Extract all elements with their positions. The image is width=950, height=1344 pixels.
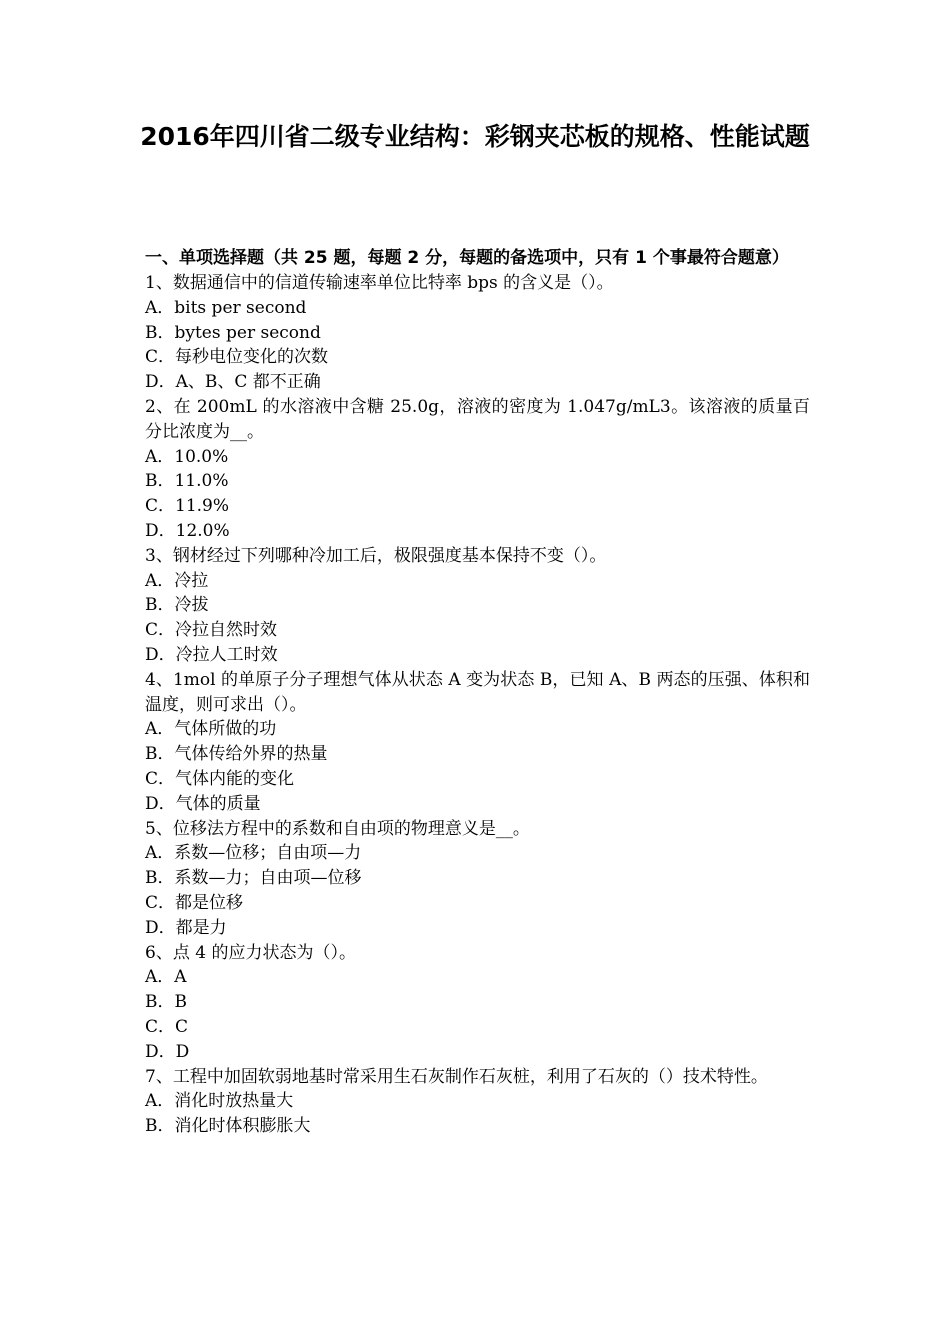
option-c: C．气体内能的变化 bbox=[145, 768, 295, 789]
option-a: A．bits per second bbox=[145, 297, 307, 318]
option-b: B．B bbox=[145, 992, 187, 1013]
section-heading: 一、单项选择题（共 25 题，每题 2 分，每题的备选项中，只有 1 个事最符合题意） bbox=[145, 248, 789, 268]
option-a: A．冷拉 bbox=[145, 570, 209, 591]
option-a: A．系数—位移；自由项—力 bbox=[145, 843, 362, 864]
option-b: B．11.0% bbox=[145, 471, 229, 492]
option-c: C．11.9% bbox=[145, 496, 230, 517]
option-d: D．12.0% bbox=[145, 520, 230, 541]
option-a: A．消化时放热量大 bbox=[145, 1091, 294, 1112]
option-a: A．10.0% bbox=[145, 446, 229, 467]
question-stem: 1、数据通信中的信道传输速率单位比特率 bps 的含义是（）。 bbox=[145, 273, 614, 293]
option-b: B．冷拔 bbox=[145, 595, 209, 616]
option-a: A．A bbox=[145, 967, 187, 988]
option-d: D．D bbox=[145, 1041, 190, 1062]
option-d: D．气体的质量 bbox=[145, 793, 261, 814]
question-stem: 5、位移法方程中的系数和自由项的物理意义是__。 bbox=[145, 818, 530, 839]
question-stem: 2、在 200mL 的水溶液中含糖 25.0g，溶液的密度为 1.047g/mL3。该溶液的质量百分比浓度为__。 bbox=[145, 396, 810, 442]
document-title: 2016年四川省二级专业结构：彩钢夹芯板的规格、性能试题 bbox=[140, 122, 810, 151]
option-d: D．A、B、C 都不正确 bbox=[145, 372, 321, 393]
option-b: B．bytes per second bbox=[145, 322, 321, 343]
question-7 bbox=[145, 1065, 810, 1139]
question-4 bbox=[145, 668, 810, 817]
question-stem: 4、1mol 的单原子分子理想气体从状态 A 变为状态 B，已知 A、B 两态的压强、体积和温度，则可求出（）。 bbox=[145, 669, 810, 715]
option-b: B．气体传给外界的热量 bbox=[145, 744, 328, 765]
option-c: C．C bbox=[145, 1016, 189, 1037]
question-5 bbox=[145, 817, 810, 941]
option-c: C．冷拉自然时效 bbox=[145, 620, 278, 641]
question-stem: 7、工程中加固软弱地基时常采用生石灰制作石灰桩，利用了石灰的（）技术特性。 bbox=[145, 1066, 768, 1087]
question-2 bbox=[145, 395, 810, 544]
question-stem: 3、钢材经过下列哪种冷加工后，极限强度基本保持不变（）。 bbox=[145, 545, 607, 566]
option-b: B．系数—力；自由项—位移 bbox=[145, 868, 362, 889]
option-c: C．每秒电位变化的次数 bbox=[145, 347, 329, 368]
option-a: A．气体所做的功 bbox=[145, 719, 277, 740]
option-d: D．都是力 bbox=[145, 917, 227, 938]
option-b: B．消化时体积膨胀大 bbox=[145, 1116, 311, 1137]
question-1 bbox=[145, 271, 810, 395]
question-6 bbox=[145, 941, 810, 1065]
option-c: C．都是位移 bbox=[145, 892, 244, 913]
question-stem: 6、点 4 的应力状态为（）。 bbox=[145, 942, 356, 963]
option-d: D．冷拉人工时效 bbox=[145, 644, 278, 665]
document-body bbox=[145, 246, 810, 1139]
question-3 bbox=[145, 544, 810, 668]
